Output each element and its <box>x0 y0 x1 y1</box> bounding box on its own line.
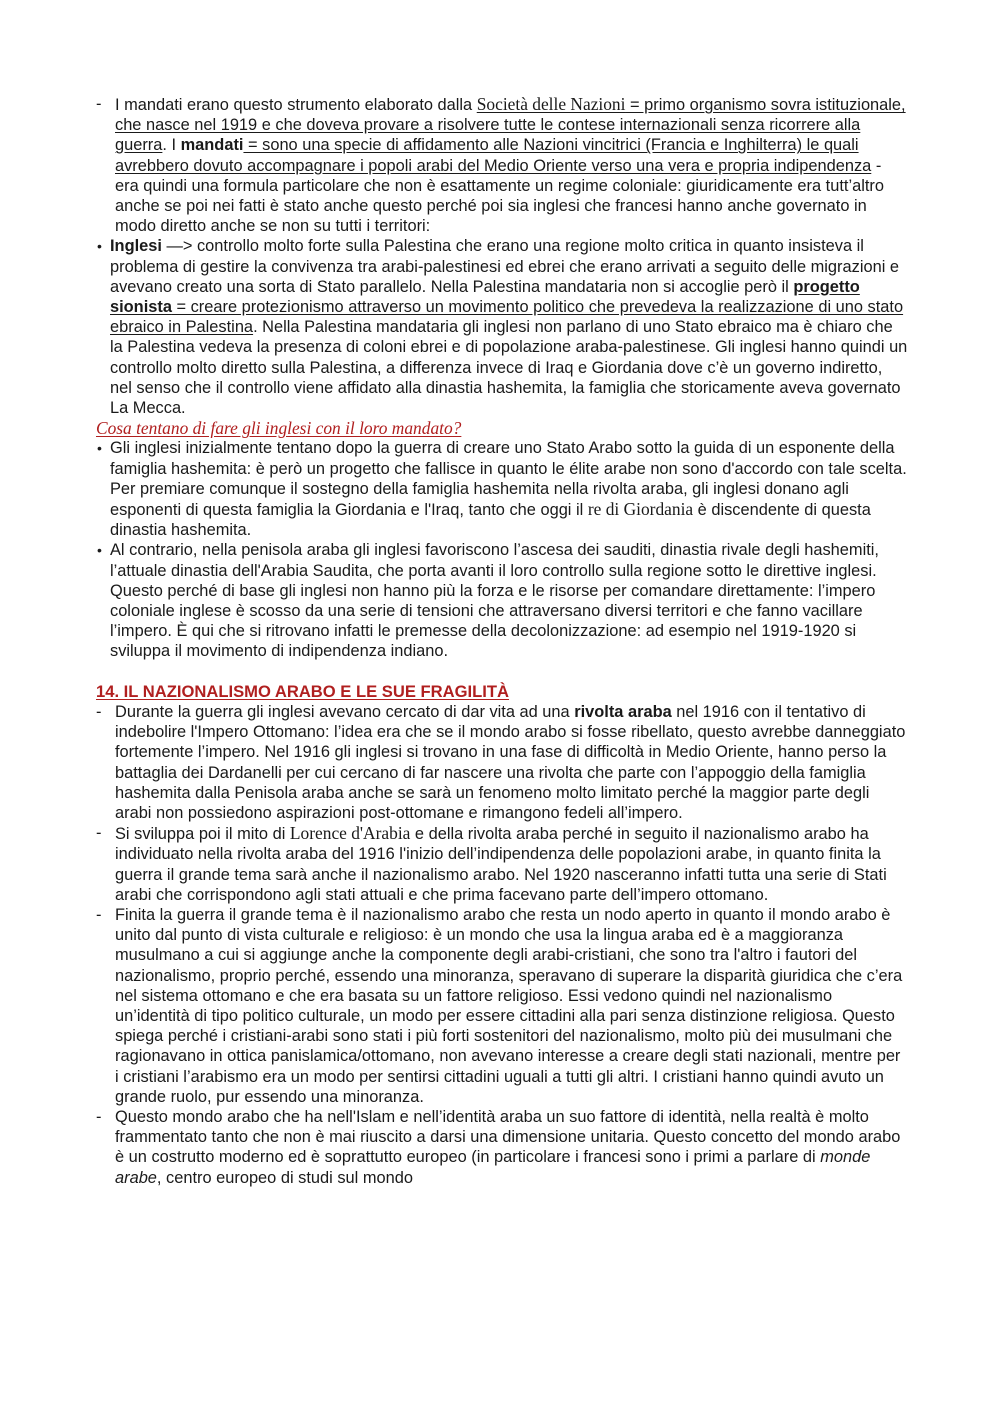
paragraph-inglesi <box>96 236 908 418</box>
text-run-italic: monde arabe <box>115 1148 871 1187</box>
text-run-bold-underlined: progetto sionista <box>110 277 860 317</box>
section-heading: 14. IL NAZIONALISMO ARABO E LE SUE FRAGILITÀ <box>96 681 510 701</box>
dash-marker: - <box>96 702 102 721</box>
paragraph-mondo-arabo <box>96 1107 908 1188</box>
text-run-underlined: = creare protezionismo attraverso un movimento politico che prevedeva la realizzazione di uno stato ebraico in Palestina <box>110 298 904 337</box>
text-run: —> controllo molto forte sulla Palestina che erano una regione molto critica in quanto insisteva il problema di gestire la convivenza tra arabi-palestinesi ed ebrei che erano arrivati a seguito delle migrazioni e avevano creato una sorta di Stato parallelo. Nella Palestina mandataria non si accoglie però il <box>110 237 899 296</box>
dash-marker: - <box>96 824 102 843</box>
paragraph-sauditi <box>96 540 908 661</box>
dash-marker: - <box>96 1107 102 1126</box>
dash-marker: - <box>96 905 102 924</box>
text-run: , centro europeo di studi sul mondo <box>156 1168 413 1187</box>
bullet-marker: • <box>97 542 102 559</box>
text-run-serif: Lorence d'Arabia <box>289 823 411 844</box>
text-run: Questo mondo arabo che ha nell'Islam e nell’identità araba un suo fattore di identità, nella realtà è molto frammentato tanto che non è mai riuscito a darsi una dimensione unitaria. Questo concetto del mondo arabo è un costrutto moderno ed è soprattutto europeo (in particolare i francesi sono i primi a parlare di <box>115 1107 901 1167</box>
text-run: I mandati erano questo strumento elaborato dalla <box>115 96 477 114</box>
paragraph-mandati <box>96 94 908 236</box>
paragraph-rivolta-araba <box>96 702 908 823</box>
bullet-marker: • <box>97 238 102 255</box>
text-run: Al contrario, nella penisola araba gli inglesi favoriscono l’ascesa dei sauditi, dinastia rivale degli hashemiti, l’attuale dinastia dell'Arabia Saudita, che porta avanti il loro controllo sulla regione sotto le direttive inglesi. Questo perché di base gli inglesi non hanno più la forza e le risorse per comandare direttamente: l’impero coloniale inglese è scosso da una serie di tensioni che attraversano diversi territori e che fanno vacillare l’impero. È qui che si ritrovano infatti le premesse della decolonizzazione: ad esempio nel 1919-1920 si sviluppa il movimento di indipendenza indiano. <box>110 541 879 661</box>
text-run: . Nella Palestina mandataria gli inglesi non parlano di uno Stato ebraico ma è chiaro che la Palestina vedeva la presenza di coloni ebrei e di popolazione araba-palestinese. Gli inglesi hanno quindi un controllo molto diretto sulla Palestina, a differenza invece di Iraq e Giordania dove c’è un governo indiretto, nel senso che il controllo viene affidato alla dinastia hashemita, la famiglia che storicamente aveva governato La Mecca. <box>110 318 908 418</box>
question-heading: Cosa tentano di fare gli inglesi con il loro mandato? <box>96 418 462 439</box>
text-run: Si sviluppa poi il mito di <box>115 825 290 844</box>
text-run-underlined: = sono una specie di affidamento alle Nazioni vincitrici (Francia e Inghilterra) le quali avrebbero dovuto accompagnare i popoli arabi del Medio Oriente verso una vera e propria indipendenza <box>115 136 872 175</box>
text-run-serif: re di Giordania <box>587 499 694 520</box>
paragraph-mito <box>96 823 908 905</box>
text-run: - era quindi una formula particolare che non è esattamente un regime coloniale: giuridicamente era tutt’altro anche se poi nei fatti è stato anche questo perché poi sia inglesi che francesi hanno anche governato in modo diretto anche se non su tutti i territori: <box>115 156 884 236</box>
text-run-bold: Inglesi <box>110 237 162 256</box>
paragraph-stato-arabo <box>96 438 908 540</box>
document-page <box>96 94 908 1188</box>
text-run: nel 1916 con il tentativo di indebolire l'Impero Ottomano: l’idea era che se il mondo arabo si fosse ribellato, questo avrebbe danneggiato fortemente l’impero. Nel 1916 gli inglesi si trovano in una fase di difficoltà in Medio Oriente, hanno perso la battaglia dei Dardanelli per cui cercano di far nascere una rivolta che parte con l’appoggio della famiglia hashemita dalla Penisola araba anche se sarà un fenomeno molto limitato perché la maggior parte degli arabi non possiedono aspirazioni post-ottomane e rimangono fedeli all’impero. <box>115 702 906 822</box>
text-run: . I <box>162 136 181 155</box>
text-run-bold: mandati <box>180 136 244 155</box>
text-run-serif: Società delle Nazioni <box>476 94 626 114</box>
dash-marker: - <box>96 95 102 113</box>
text-run-bold: rivolta araba <box>574 702 672 721</box>
text-run-underlined: = primo organismo sovra istituzionale, che nasce nel 1919 e che doveva provare a risolvere tutte le contese internazionali senza ricorrere alla guerra <box>115 96 906 155</box>
text-run: è discendente di questa dinastia hashemita. <box>110 501 871 540</box>
text-run: Durante la guerra gli inglesi avevano cercato di dar vita ad una <box>115 702 575 721</box>
text-run: Finita la guerra il grande tema è il nazionalismo arabo che resta un nodo aperto in quanto il mondo arabo è unito dal punto di vista culturale e religioso: è un mondo che usa la lingua araba ed è a maggioranza musulmano a cui si aggiunge anche la componente degli arabi-cristiani, che sono tra l'altro i fautori del nazionalismo, proprio perché, essendo una minoranza, speravano di superare la disparità giuridica che c’era nel sistema ottomano e che era basata su un fattore religioso. Essi vedono quindi nel nazionalismo un’identità di tipo politico culturale, un modo per essere cittadini alla pari senza distinzione religiosa. Questo spiega perché i cristiani-arabi sono stati i più forti sostenitori del nazionalismo, molto più dei musulmani che ragionavano in ottica panislamica/ottomano, non avevano interesse a creare degli stati nazionali, mentre per i cristiani l’arabismo era un modo per sentirsi cittadini uguali a tutti gli altri. I cristiani hanno quindi avuto un grande ruolo, pur essendo una minoranza. <box>115 905 903 1106</box>
text-run: e della rivolta araba perché in seguito il nazionalismo arabo ha individuato nella rivolta araba del 1916 l'inizio dell’indipendenza delle popolazioni arabe, in quanto finita la guerra il grande tema sarà anche il nazionalismo arabo. Nel 1920 nasceranno infatti tutta una serie di Stati arabi che corrispondono agli stati attuali e che prima facevano parte dell’impero ottomano. <box>115 825 887 904</box>
text-run: Gli inglesi inizialmente tentano dopo la guerra di creare uno Stato Arabo sotto la guida di un esponente della famiglia hashemita: è però un progetto che fallisce in quanto le élite arabe non sono d'accordo con tale scelta. Per premiare comunque il sostegno della famiglia hashemita nella rivolta araba, gli inglesi donano agli esponenti di questa famiglia la Giordania e l'Iraq, tanto che oggi il <box>110 439 907 520</box>
bullet-marker: • <box>97 440 102 457</box>
paragraph-nazionalismo <box>96 905 908 1107</box>
